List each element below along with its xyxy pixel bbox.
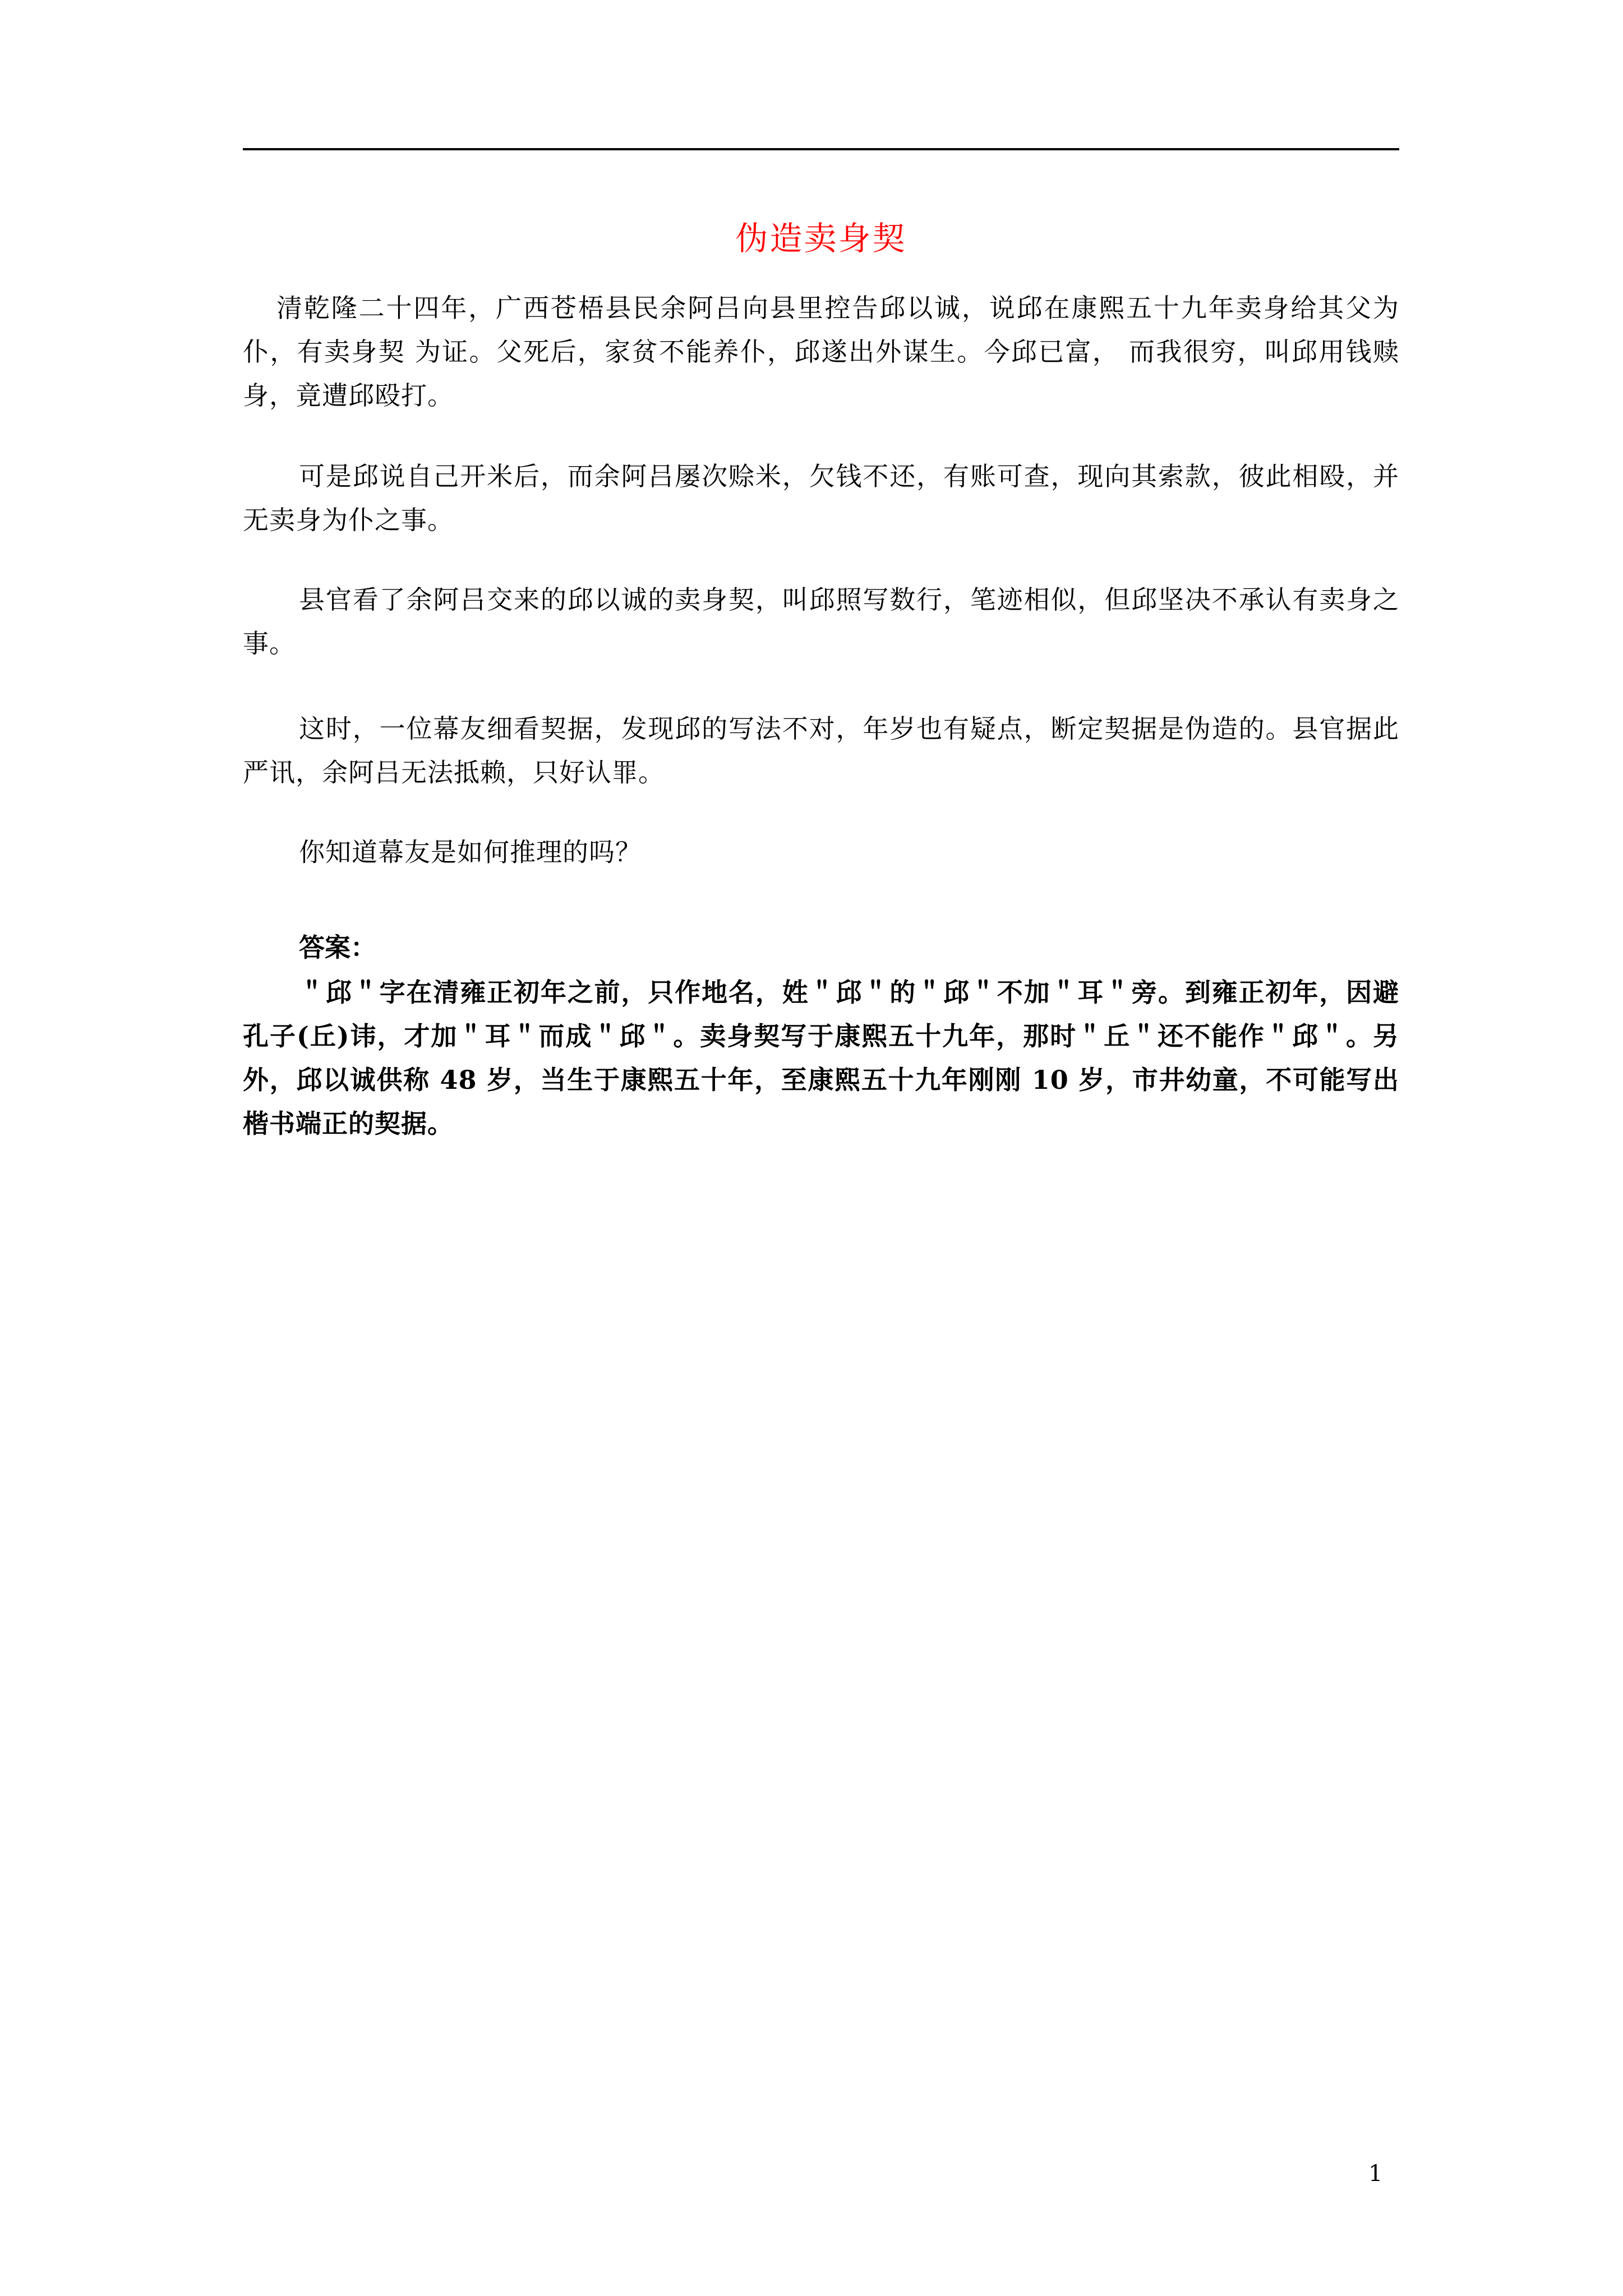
answer-label: 答案： [299, 932, 376, 963]
header-rule [243, 148, 1399, 150]
question-paragraph: 你知道幕友是如何推理的吗？ [299, 837, 642, 867]
page-number: 1 [1368, 2161, 1383, 2187]
document-title: 伪造卖身契 [735, 219, 907, 257]
paragraph-3: 县官看了余阿吕交来的邱以诚的卖身契，叫邱照写数行，笔迹相似，但邱坚决不承认有卖身之事。 [243, 585, 1399, 659]
paragraph-4: 这时，一位幕友细看契据，发现邱的写法不对，年岁也有疑点，断定契据是伪造的。县官据此严讯，余阿吕无法抵赖，只好认罪。 [243, 714, 1399, 788]
answer-text: ＂邱＂字在清雍正初年之前，只作地名，姓＂邱＂的＂邱＂不加＂耳＂旁。到雍正初年，因避孔子(丘)讳，才加＂耳＂而成＂邱＂。卖身契写于康熙五十九年，那时＂丘＂还不能作＂邱＂。另外，邱以诚供称 48 岁，当生于康熙五十年，至康熙五十九年刚刚 10 岁，市井幼童，不可能写出楷书端正的契据。 [243, 977, 1399, 1139]
paragraph-2: 可是邱说自己开米后，而余阿吕屡次赊米，欠钱不还，有账可查，现向其索款，彼此相殴，并无卖身为仆之事。 [243, 461, 1399, 535]
paragraph-1: 清乾隆二十四年，广西苍梧县民余阿吕向县里控告邱以诚，说邱在康熙五十九年卖身给其父为仆，有卖身契 为证。父死后，家贫不能养仆，邱遂出外谋生。今邱已富， 而我很穷，叫邱用钱赎身，竟遭邱殴打。 [243, 293, 1399, 411]
